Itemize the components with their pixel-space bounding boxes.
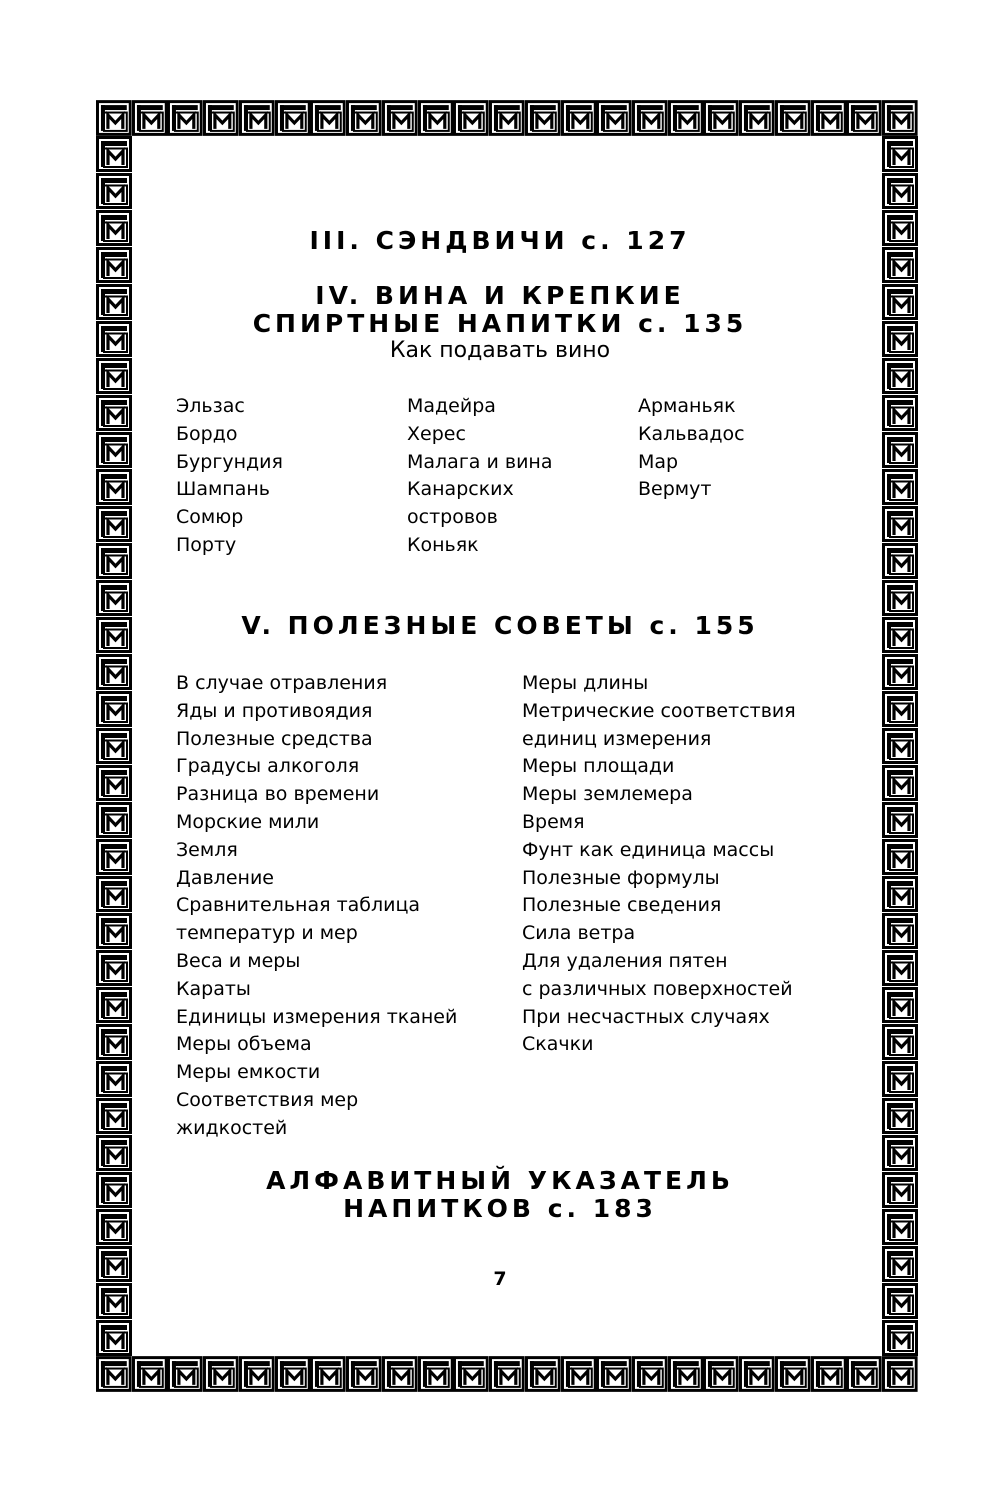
monogram-tile-icon	[882, 802, 918, 838]
tips-column-2	[522, 670, 796, 1059]
monogram-tile-icon	[882, 173, 918, 209]
monogram-tile-icon	[96, 432, 132, 468]
monogram-tile-icon	[96, 173, 132, 209]
monogram-tile-icon	[882, 1024, 918, 1060]
list-item: Меры объема	[176, 1033, 312, 1056]
monogram-tile-icon	[96, 654, 132, 690]
list-item: Метрические соответствия	[522, 699, 796, 722]
monogram-tile-icon	[275, 100, 311, 136]
monogram-tile-icon	[632, 100, 668, 136]
list-item: Караты	[176, 977, 251, 1000]
monogram-tile-icon	[882, 691, 918, 727]
monogram-tile-icon	[96, 1356, 132, 1392]
section-wines-subtitle: Как подавать вино	[389, 338, 611, 363]
monogram-tile-icon	[882, 876, 918, 912]
list-item: Морские мили	[176, 810, 320, 833]
monogram-tile-icon	[811, 1356, 847, 1392]
monogram-tile-icon	[882, 100, 918, 136]
monogram-tile-icon	[703, 1356, 739, 1392]
monogram-tile-icon	[453, 1356, 489, 1392]
list-item: Коньяк	[407, 533, 479, 556]
list-item: Меры емкости	[176, 1061, 321, 1084]
border-top	[96, 100, 918, 136]
list-item: Меры длины	[522, 672, 649, 694]
monogram-tile-icon	[882, 839, 918, 875]
monogram-tile-icon	[132, 100, 168, 136]
monogram-tile-icon	[96, 728, 132, 764]
monogram-tile-icon	[346, 100, 382, 136]
monogram-tile-icon	[525, 1356, 561, 1392]
monogram-tile-icon	[561, 100, 597, 136]
monogram-tile-icon	[775, 100, 811, 136]
monogram-tile-icon	[846, 100, 882, 136]
monogram-tile-icon	[882, 654, 918, 690]
monogram-tile-icon	[96, 543, 132, 579]
monogram-tile-icon	[882, 1098, 918, 1134]
wines-column-1	[176, 393, 283, 560]
monogram-tile-icon	[96, 987, 132, 1023]
list-item: При несчастных случаях	[522, 1005, 770, 1028]
wines-column-3	[638, 393, 745, 504]
monogram-tile-icon	[882, 728, 918, 764]
list-item: В случае отравления	[176, 672, 388, 694]
list-item: Эльзас	[176, 395, 245, 417]
monogram-tile-icon	[382, 100, 418, 136]
list-item: Шампань	[176, 478, 270, 501]
monogram-tile-icon	[310, 100, 346, 136]
monogram-tile-icon	[96, 913, 132, 949]
list-item: единиц измерения	[522, 727, 712, 750]
monogram-tile-icon	[882, 1320, 918, 1356]
list-item: Для удаления пятен	[522, 949, 728, 972]
section-tips-title: V. ПОЛЕЗНЫЕ СОВЕТЫ с. 155	[241, 611, 759, 640]
monogram-tile-icon	[96, 839, 132, 875]
monogram-tile-icon	[882, 432, 918, 468]
monogram-tile-icon	[882, 987, 918, 1023]
monogram-tile-icon	[811, 100, 847, 136]
list-item: Вермут	[638, 478, 712, 501]
monogram-tile-icon	[96, 765, 132, 801]
monogram-tile-icon	[668, 1356, 704, 1392]
monogram-tile-icon	[882, 506, 918, 542]
monogram-tile-icon	[96, 1320, 132, 1356]
monogram-tile-icon	[96, 1098, 132, 1134]
monogram-tile-icon	[96, 1024, 132, 1060]
section-index-title-line1: АЛФАВИТНЫЙ УКАЗАТЕЛЬ	[266, 1166, 734, 1195]
list-item: Сила ветра	[522, 922, 636, 945]
monogram-tile-icon	[96, 136, 132, 172]
list-item: Время	[522, 810, 585, 833]
list-item: Сравнительная таблица	[176, 894, 421, 917]
list-item: Сомюр	[176, 506, 244, 529]
monogram-tile-icon	[882, 395, 918, 431]
monogram-tile-icon	[596, 1356, 632, 1392]
monogram-tile-icon	[703, 100, 739, 136]
monogram-tile-icon	[96, 395, 132, 431]
tips-column-1	[176, 670, 457, 1143]
list-item: с различных поверхностей	[522, 977, 793, 1000]
list-item: Порту	[176, 533, 237, 556]
list-item: Бордо	[176, 422, 238, 445]
monogram-tile-icon	[96, 950, 132, 986]
list-item: островов	[407, 506, 498, 529]
list-item: Арманьяк	[638, 395, 736, 417]
monogram-tile-icon	[489, 100, 525, 136]
section-sandwiches-title: III. СЭНДВИЧИ с. 127	[309, 226, 691, 255]
list-item: Малага и вина	[407, 450, 553, 473]
monogram-tile-icon	[882, 765, 918, 801]
list-item: Мадейра	[407, 395, 496, 417]
monogram-tile-icon	[203, 100, 239, 136]
list-item: Разница во времени	[176, 783, 380, 806]
monogram-tile-icon	[96, 1061, 132, 1097]
monogram-tile-icon	[239, 100, 275, 136]
monogram-tile-icon	[167, 100, 203, 136]
section-index-title-line2: НАПИТКОВ с. 183	[343, 1194, 657, 1223]
monogram-tile-icon	[96, 100, 132, 136]
monogram-tile-icon	[239, 1356, 275, 1392]
list-item: Мар	[638, 450, 679, 473]
list-item: Бургундия	[176, 450, 283, 473]
monogram-tile-icon	[668, 100, 704, 136]
monogram-tile-icon	[382, 1356, 418, 1392]
monogram-tile-icon	[882, 950, 918, 986]
monogram-tile-icon	[203, 1356, 239, 1392]
monogram-tile-icon	[489, 1356, 525, 1392]
list-item: Единицы измерения тканей	[176, 1005, 458, 1028]
monogram-tile-icon	[882, 1061, 918, 1097]
monogram-tile-icon	[310, 1356, 346, 1392]
list-item: Градусы алкоголя	[176, 755, 360, 778]
section-wines-title-line1: IV. ВИНА И КРЕПКИЕ	[315, 281, 685, 310]
monogram-tile-icon	[132, 1356, 168, 1392]
list-item: Полезные средства	[176, 727, 373, 750]
list-item: Яды и противоядия	[176, 699, 373, 722]
list-item: Соответствия мер	[176, 1088, 359, 1111]
list-item: Скачки	[522, 1033, 594, 1056]
monogram-tile-icon	[775, 1356, 811, 1392]
monogram-tile-icon	[96, 876, 132, 912]
monogram-tile-icon	[739, 100, 775, 136]
list-item: Меры площади	[522, 755, 675, 778]
monogram-tile-icon	[525, 100, 561, 136]
monogram-tile-icon	[96, 802, 132, 838]
list-item: жидкостей	[176, 1116, 288, 1139]
monogram-tile-icon	[882, 1356, 918, 1392]
list-item: Давление	[176, 866, 274, 889]
list-item: Полезные сведения	[522, 894, 722, 917]
list-item: Меры землемера	[522, 783, 693, 806]
list-item: Фунт как единица массы	[522, 838, 775, 861]
list-item: Полезные формулы	[522, 866, 720, 889]
monogram-tile-icon	[561, 1356, 597, 1392]
monogram-tile-icon	[453, 100, 489, 136]
list-item: Земля	[176, 838, 238, 861]
list-item: Веса и меры	[176, 949, 301, 972]
wines-column-2	[407, 393, 553, 560]
monogram-tile-icon	[167, 1356, 203, 1392]
list-item: Канарских	[407, 478, 514, 501]
monogram-tile-icon	[418, 100, 454, 136]
monogram-tile-icon	[882, 469, 918, 505]
monogram-tile-icon	[882, 913, 918, 949]
section-wines-title-line2: СПИРТНЫЕ НАПИТКИ с. 135	[252, 309, 748, 338]
monogram-tile-icon	[882, 136, 918, 172]
monogram-tile-icon	[596, 100, 632, 136]
monogram-tile-icon	[96, 469, 132, 505]
monogram-tile-icon	[96, 506, 132, 542]
monogram-tile-icon	[418, 1356, 454, 1392]
monogram-tile-icon	[882, 543, 918, 579]
list-item: Кальвадос	[638, 422, 745, 445]
monogram-tile-icon	[632, 1356, 668, 1392]
list-item: температур и мер	[176, 922, 358, 945]
page-number: 7	[493, 1268, 507, 1290]
monogram-tile-icon	[275, 1356, 311, 1392]
border-bottom	[96, 1356, 918, 1392]
list-item: Херес	[407, 422, 466, 445]
monogram-tile-icon	[346, 1356, 382, 1392]
monogram-tile-icon	[846, 1356, 882, 1392]
monogram-tile-icon	[96, 691, 132, 727]
monogram-tile-icon	[739, 1356, 775, 1392]
